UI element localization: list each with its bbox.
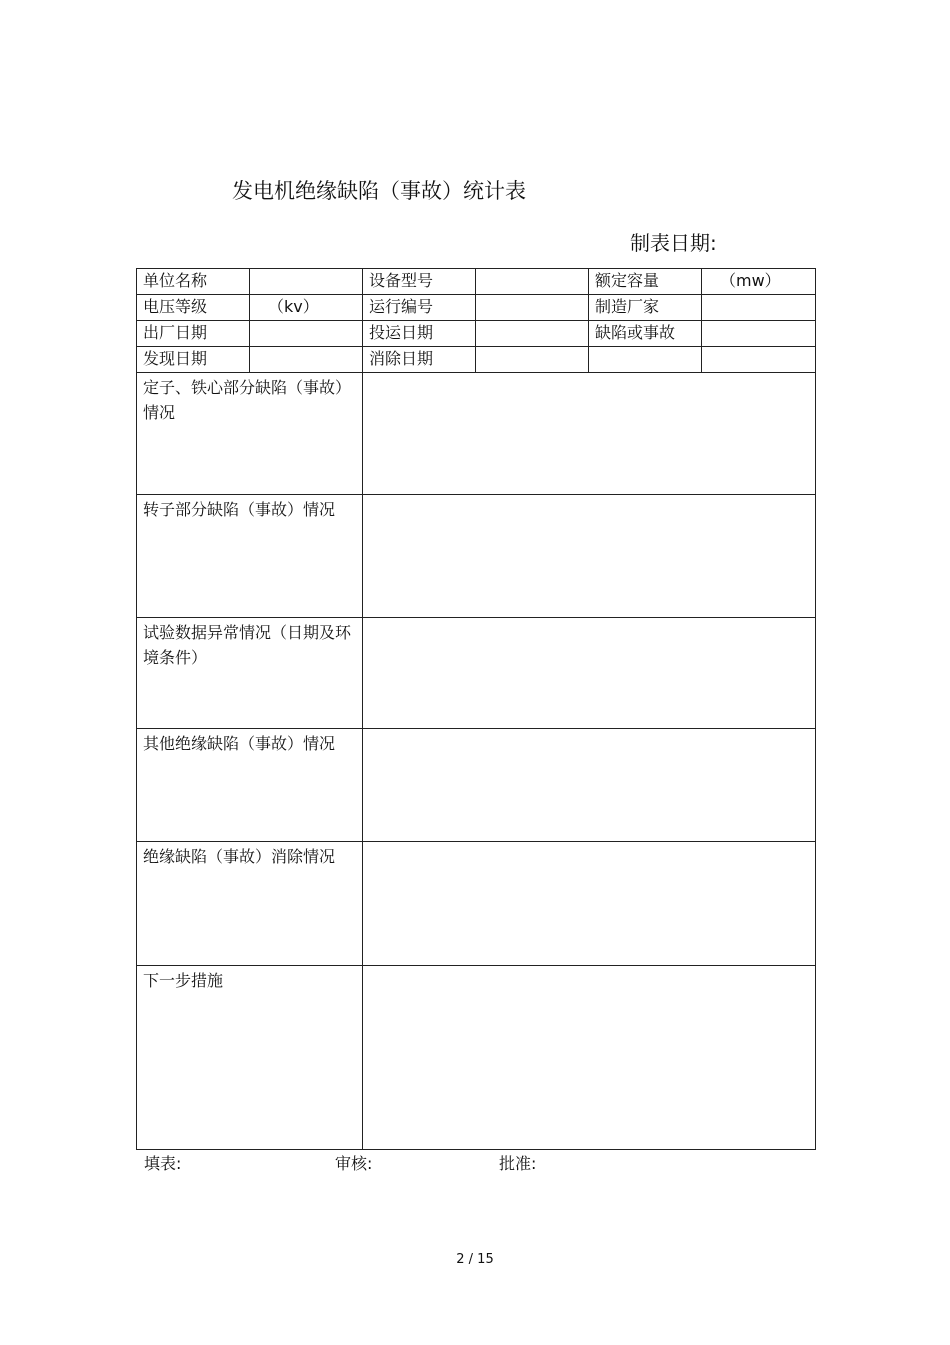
section-label-test-data: 试验数据异常情况（日期及环境条件）: [137, 618, 363, 729]
label-commissioning-date: 投运日期: [363, 321, 476, 347]
table-row: [137, 966, 816, 1150]
section-label-elimination: 绝缘缺陷（事故）消除情况: [137, 842, 363, 966]
section-input-test-data[interactable]: [363, 618, 816, 729]
table-row: [137, 347, 816, 373]
label-defect-or-accident: 缺陷或事故: [589, 321, 702, 347]
section-input-elimination[interactable]: [363, 842, 816, 966]
table-row: [137, 495, 816, 618]
empty-cell: [702, 347, 816, 373]
page-title: 发电机绝缘缺陷（事故）统计表: [232, 179, 526, 203]
input-defect-or-accident[interactable]: [702, 321, 816, 347]
label-factory-date: 出厂日期: [137, 321, 250, 347]
input-unit-name[interactable]: [250, 269, 363, 295]
input-operation-number[interactable]: [476, 295, 589, 321]
input-discovery-date[interactable]: [250, 347, 363, 373]
input-factory-date[interactable]: [250, 321, 363, 347]
label-rated-capacity: 额定容量: [589, 269, 702, 295]
input-rated-capacity[interactable]: （mw）: [702, 269, 816, 295]
input-equipment-model[interactable]: [476, 269, 589, 295]
empty-cell: [589, 347, 702, 373]
footer-review-label: 审核:: [335, 1154, 373, 1173]
table-row: [137, 842, 816, 966]
section-input-next-steps[interactable]: [363, 966, 816, 1150]
table-row: [137, 618, 816, 729]
label-equipment-model: 设备型号: [363, 269, 476, 295]
page-number: 2 / 15: [456, 1252, 494, 1267]
label-operation-number: 运行编号: [363, 295, 476, 321]
table-row: [137, 373, 816, 495]
section-label-other-insulation: 其他绝缘缺陷（事故）情况: [137, 729, 363, 842]
table-row: [137, 729, 816, 842]
input-elimination-date[interactable]: [476, 347, 589, 373]
section-input-stator-core[interactable]: [363, 373, 816, 495]
label-discovery-date: 发现日期: [137, 347, 250, 373]
section-label-next-steps: 下一步措施: [137, 966, 363, 1150]
input-commissioning-date[interactable]: [476, 321, 589, 347]
date-label: 制表日期:: [630, 231, 717, 255]
table-row: [137, 295, 816, 321]
table-row: [137, 269, 816, 295]
footer-fill-label: 填表:: [144, 1154, 182, 1173]
input-manufacturer[interactable]: [702, 295, 816, 321]
label-unit-name: 单位名称: [137, 269, 250, 295]
section-input-rotor[interactable]: [363, 495, 816, 618]
table-row: [137, 321, 816, 347]
section-input-other-insulation[interactable]: [363, 729, 816, 842]
footer-approve-label: 批准:: [499, 1154, 537, 1173]
statistics-form-table: [136, 268, 816, 1150]
label-elimination-date: 消除日期: [363, 347, 476, 373]
label-voltage-level: 电压等级: [137, 295, 250, 321]
section-label-rotor: 转子部分缺陷（事故）情况: [137, 495, 363, 618]
input-voltage-level[interactable]: （kv）: [250, 295, 363, 321]
label-manufacturer: 制造厂家: [589, 295, 702, 321]
section-label-stator-core: 定子、铁心部分缺陷（事故）情况: [137, 373, 363, 495]
